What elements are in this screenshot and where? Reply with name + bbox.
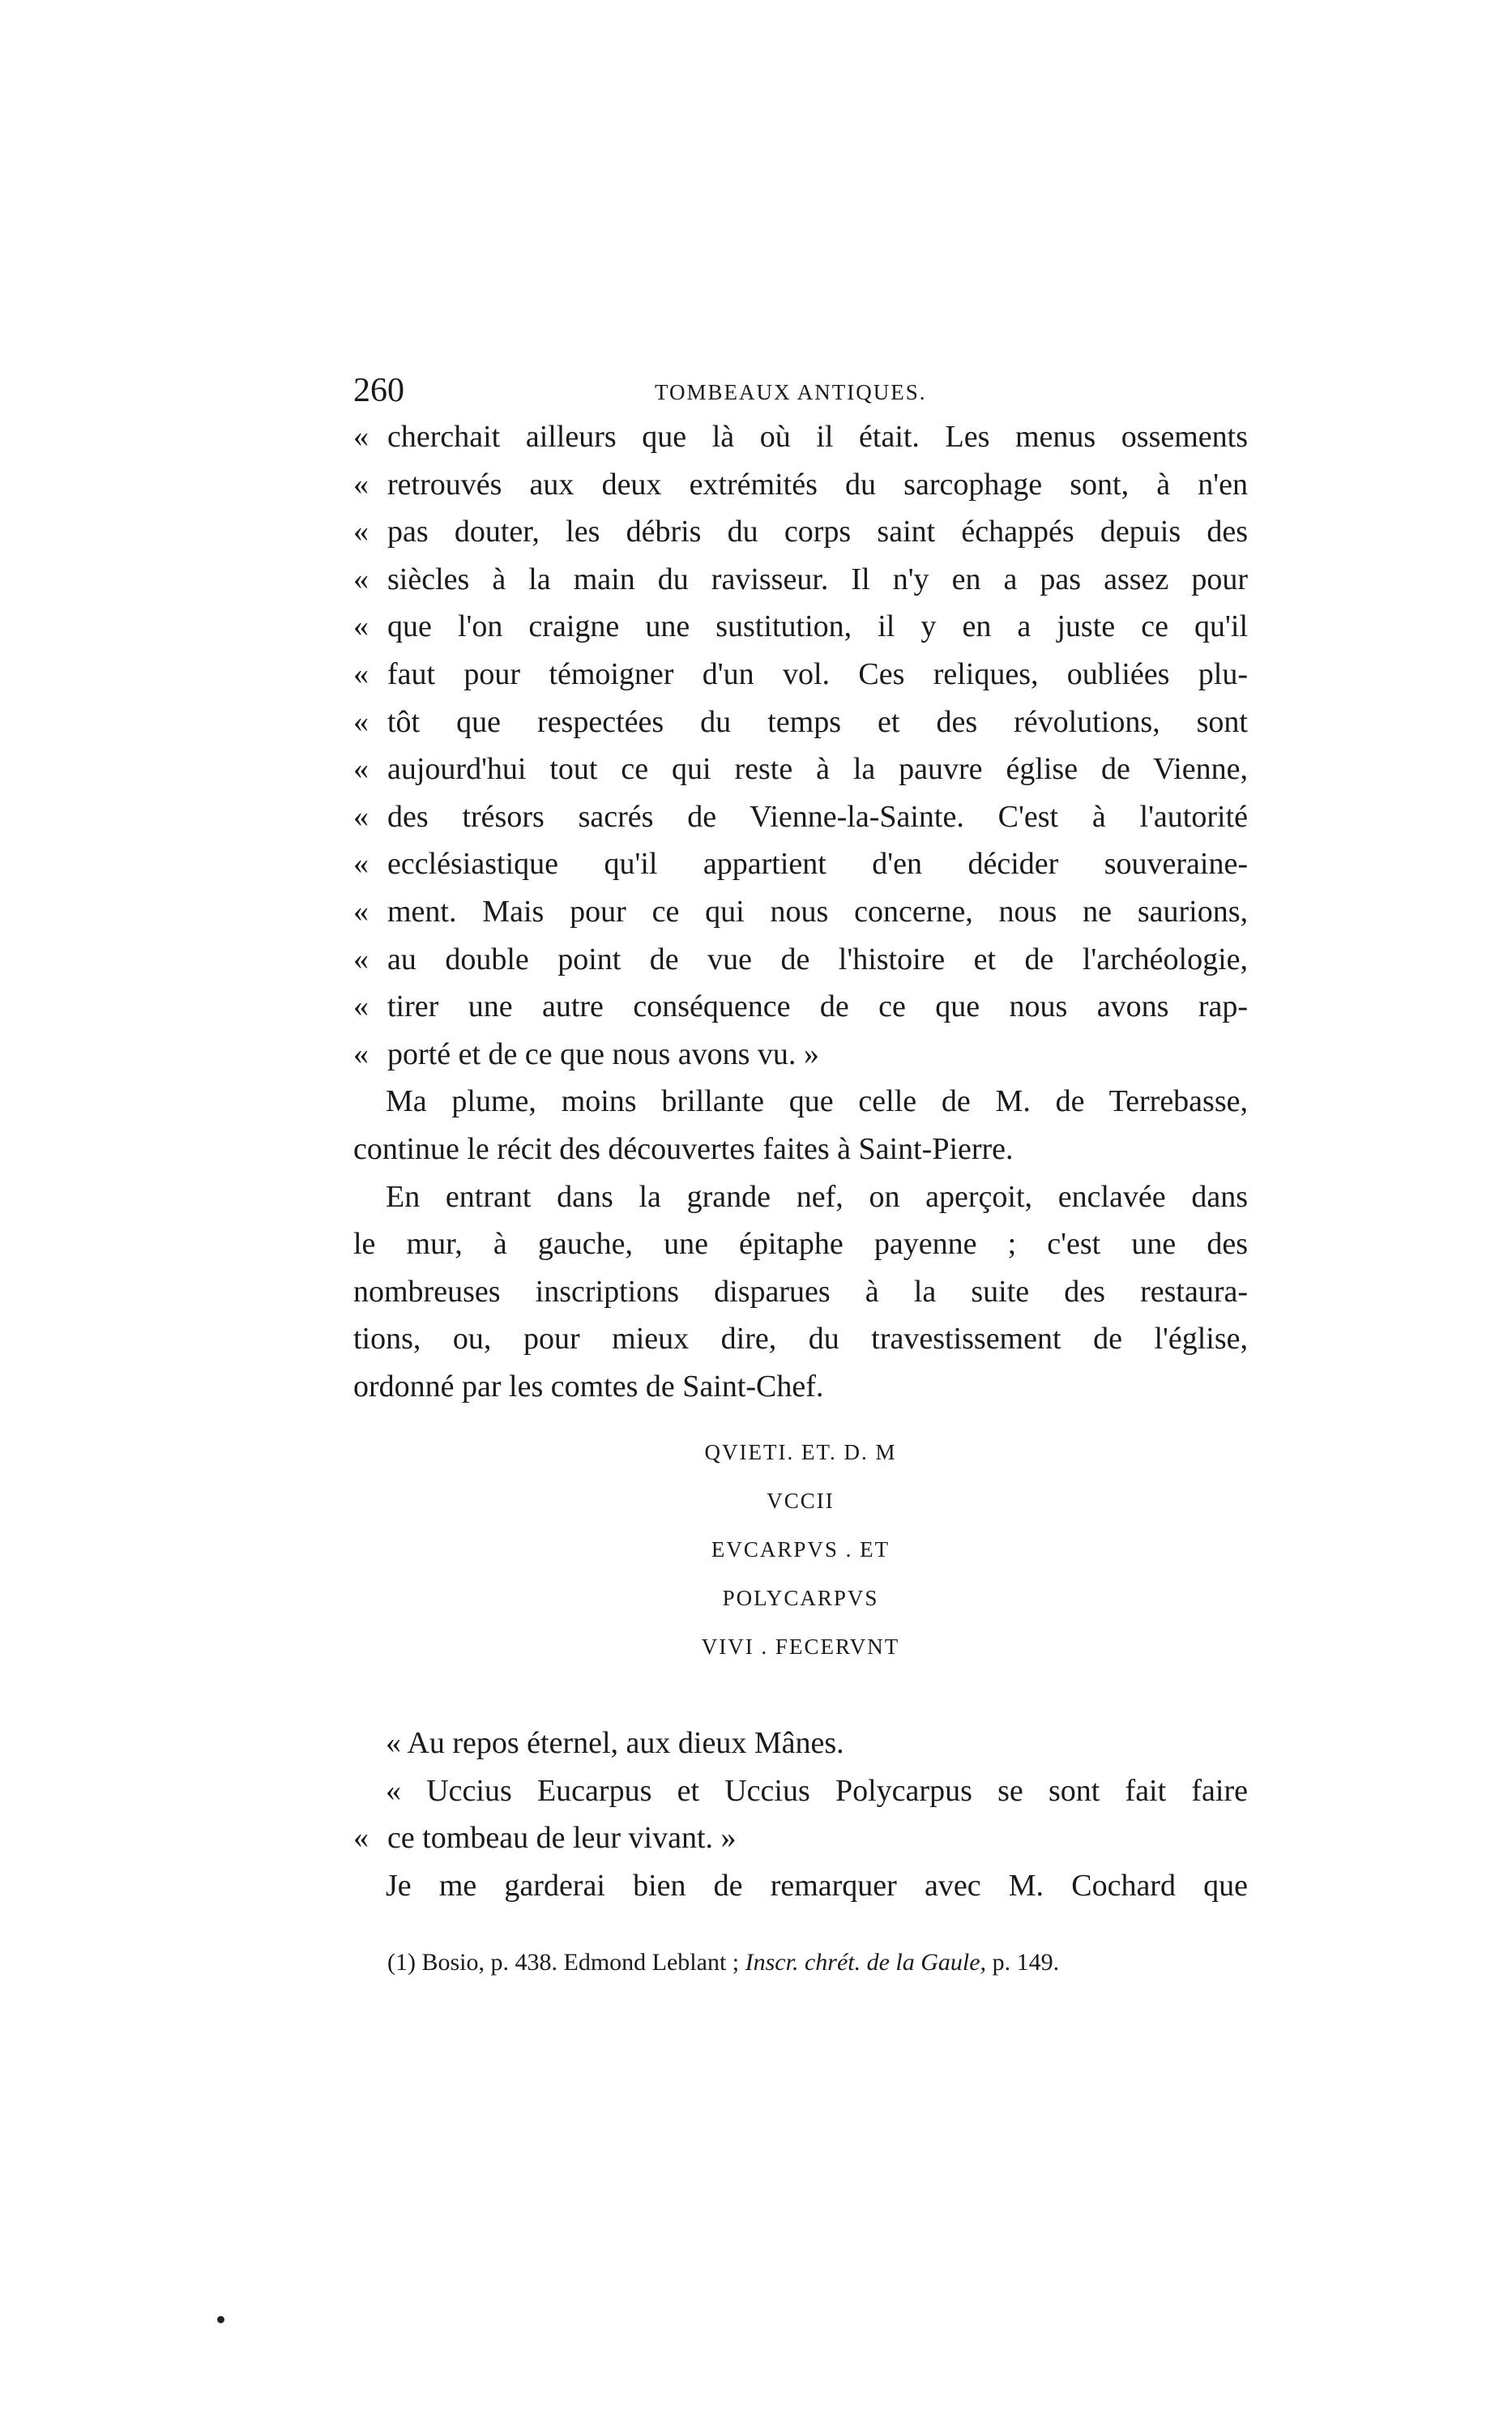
quote-mark: « bbox=[353, 515, 369, 549]
quoted-line bbox=[353, 461, 1248, 509]
running-title: TOMBEAUX ANTIQUES. bbox=[655, 380, 927, 404]
quoted-line-text: tirer une autre conséquence de ce que nous avons rap- bbox=[387, 989, 1248, 1024]
quoted-line bbox=[353, 556, 1248, 604]
quote-mark: « bbox=[353, 562, 369, 596]
translation-line bbox=[353, 1814, 1248, 1862]
quoted-line bbox=[353, 936, 1248, 984]
quote-mark: « bbox=[353, 609, 369, 644]
quoted-line-text: au double point de vue de l'histoire et de l'archéologie, bbox=[387, 942, 1248, 976]
quoted-line bbox=[353, 1031, 1248, 1079]
quote-mark: « bbox=[353, 894, 369, 929]
quote-mark: « bbox=[353, 799, 369, 834]
quote-mark: « bbox=[353, 420, 369, 454]
quoted-line-text: tôt que respectées du temps et des révolutions, sont bbox=[387, 704, 1248, 739]
latin-inscription bbox=[353, 1428, 1248, 1671]
quoted-line-text: aujourd'hui tout ce qui reste à la pauvre église de Vienne, bbox=[387, 752, 1248, 787]
quoted-line-text: cherchait ailleurs que là où il était. Les menus ossements bbox=[387, 420, 1248, 454]
quote-mark: « bbox=[353, 942, 369, 976]
quote-mark: « bbox=[353, 656, 369, 691]
quoted-line bbox=[353, 888, 1248, 936]
paragraph-line: continue le récit des découvertes faites à Saint-Pierre. bbox=[353, 1131, 1014, 1166]
quoted-line-text: ment. Mais pour ce qui nous concerne, nous ne saurions, bbox=[387, 894, 1248, 929]
inscription-line: POLYCARPVS bbox=[722, 1586, 879, 1610]
quoted-line-text: pas douter, les débris du corps saint échappés depuis des bbox=[387, 515, 1248, 549]
inscription-line: QVIETI. ET. D. M bbox=[704, 1440, 897, 1464]
translation-line: « Uccius Eucarpus et Uccius Polycarpus se sont fait faire bbox=[386, 1773, 1248, 1808]
paragraph-line: Ma plume, moins brillante que celle de M. de Terrebasse, bbox=[386, 1084, 1248, 1119]
inscription-line: VCCII bbox=[767, 1489, 835, 1513]
footnote-marker: (1) bbox=[387, 1949, 416, 1976]
quoted-passage bbox=[353, 413, 1248, 1078]
quoted-line bbox=[353, 699, 1248, 746]
footnote-title: Inscr. chrét. de la Gaule, bbox=[745, 1949, 987, 1976]
quoted-line-text: faut pour témoigner d'un vol. Ces reliques, oubliées plu- bbox=[387, 656, 1248, 691]
inscription-line: EVCARPVS . ET bbox=[711, 1537, 891, 1562]
quote-mark: « bbox=[353, 704, 369, 739]
quoted-line bbox=[353, 793, 1248, 841]
paragraph-line: En entrant dans la grande nef, on aperçoit, enclavée dans bbox=[386, 1179, 1248, 1214]
page-header bbox=[353, 366, 1248, 415]
footnote-text: Bosio, p. 438. Edmond Leblant ; bbox=[421, 1949, 740, 1976]
quote-mark: « bbox=[353, 847, 369, 882]
quoted-line bbox=[353, 413, 1248, 461]
quoted-line bbox=[353, 983, 1248, 1031]
quote-mark: « bbox=[353, 1821, 369, 1856]
translation-line-text: ce tombeau de leur vivant. » bbox=[387, 1821, 737, 1856]
page-number: 260 bbox=[353, 372, 404, 409]
inscription-line: VIVI . FECERVNT bbox=[701, 1634, 900, 1659]
paragraph-line: le mur, à gauche, une épitaphe payenne ; c'est une des bbox=[353, 1227, 1248, 1262]
quoted-line-text: que l'on craigne une sustitution, il y en a juste ce qu'il bbox=[387, 609, 1248, 644]
paragraph-line: nombreuses inscriptions disparues à la suite des restaura- bbox=[353, 1274, 1248, 1309]
translation-line: « Au repos éternel, aux dieux Mânes. bbox=[386, 1726, 844, 1760]
quote-mark: « bbox=[353, 752, 369, 787]
quoted-line-text: retrouvés aux deux extrémités du sarcophage sont, à n'en bbox=[387, 467, 1248, 502]
quoted-line bbox=[353, 651, 1248, 699]
ink-speck bbox=[217, 2316, 224, 2323]
inscription-translation bbox=[353, 1720, 1248, 1909]
quote-mark: « bbox=[353, 1036, 369, 1071]
quote-mark: « bbox=[353, 467, 369, 502]
paragraph-line: tions, ou, pour mieux dire, du travestissement de l'église, bbox=[353, 1322, 1248, 1357]
quoted-line bbox=[353, 508, 1248, 556]
quoted-line-text: des trésors sacrés de Vienne-la-Sainte. C'est à l'autorité bbox=[387, 799, 1248, 834]
quoted-line-text: porté et de ce que nous avons vu. » bbox=[387, 1036, 819, 1071]
quoted-line bbox=[353, 840, 1248, 888]
quoted-line-text: siècles à la main du ravisseur. Il n'y en a pas assez pour bbox=[387, 562, 1248, 596]
paragraph-line: ordonné par les comtes de Saint-Chef. bbox=[353, 1369, 824, 1404]
footnote bbox=[387, 1943, 1248, 1982]
quoted-line-text: ecclésiastique qu'il appartient d'en décider souveraine- bbox=[387, 847, 1248, 882]
quoted-line bbox=[353, 746, 1248, 793]
footnote-page: p. 149. bbox=[992, 1949, 1060, 1976]
quote-mark: « bbox=[353, 989, 369, 1024]
quoted-line bbox=[353, 603, 1248, 651]
paragraph-line: Je me garderai bien de remarquer avec M. Cochard que bbox=[386, 1868, 1248, 1903]
body-text bbox=[353, 413, 1248, 1410]
